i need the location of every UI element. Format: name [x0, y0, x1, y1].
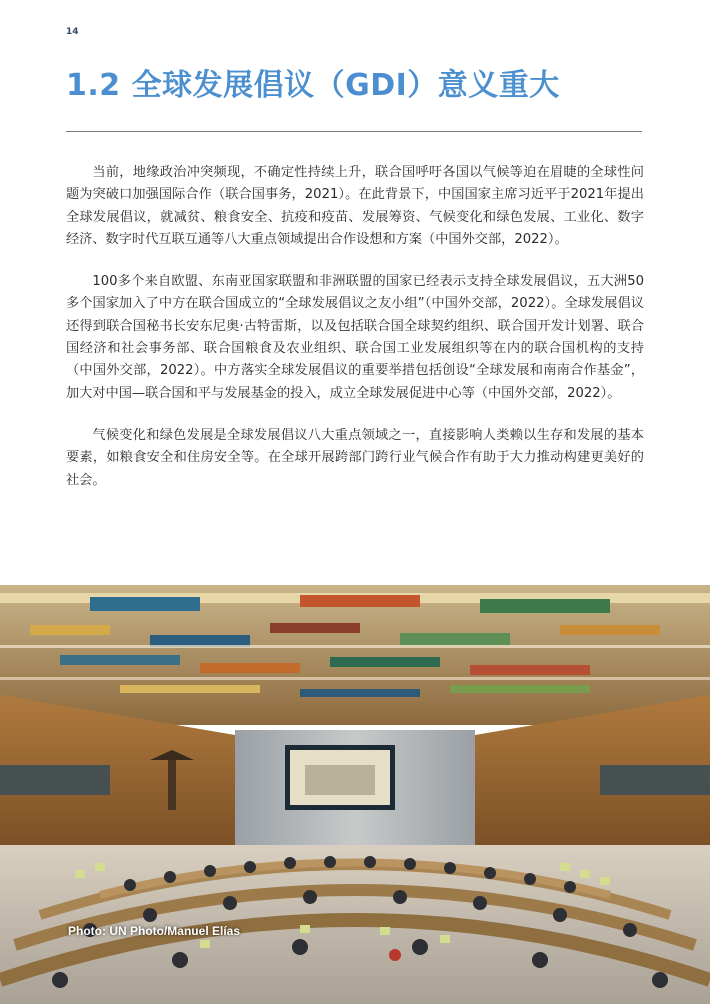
- paragraph-3: 气候变化和绿色发展是全球发展倡议八大重点领域之一，直接影响人类赖以生存和发展的基本要素，如粮食安全和住房安全等。在全球开展跨部门跨行业气候合作有助于大力推动构建更美好的社会。: [66, 427, 644, 488]
- paragraph-1: 当前，地缘政治冲突频现，不确定性持续上升，联合国呼吁各国以气候等迫在眉睫的全球性问题为突破口加强国际合作（联合国事务，2021）。在此背景下，中国国家主席习近平于2021年提出全球发展倡议，就减贫、粮食安全、抗疫和疫苗、发展筹资、气候变化和绿色发展、工业化、数字经济、数字时代互联互通等八大重点领域提出合作设想和方案（中国外交部，2022）。: [66, 165, 644, 247]
- heading-divider: [66, 131, 642, 132]
- section-heading: 1.2 全球发展倡议（GDI）意义重大: [66, 68, 560, 103]
- body-text: [66, 162, 644, 512]
- conference-room-photo: [0, 585, 710, 1004]
- photo-credit: Photo: UN Photo/Manuel Elías: [68, 924, 241, 938]
- page-number: 14: [66, 27, 79, 37]
- paragraph-2: 100多个来自欧盟、东南亚国家联盟和非洲联盟的国家已经表示支持全球发展倡议，五大洲50多个国家加入了中方在联合国成立的“全球发展倡议之友小组”（中国外交部，2022）。全球发展倡议还得到联合国秘书长安东尼奥·古特雷斯，以及包括联合国全球契约组织、联合国开发计划署、联合国经济和社会事务部、联合国粮食及农业组织、联合国工业发展组织等在内的联合国机构的支持（中国外交部，2022）。中方落实全球发展倡议的重要举措包括创设“全球发展和南南合作基金”，加大对中国—联合国和平与发展基金的投入，成立全球发展促进中心等（中国外交部，2022）。: [66, 274, 644, 401]
